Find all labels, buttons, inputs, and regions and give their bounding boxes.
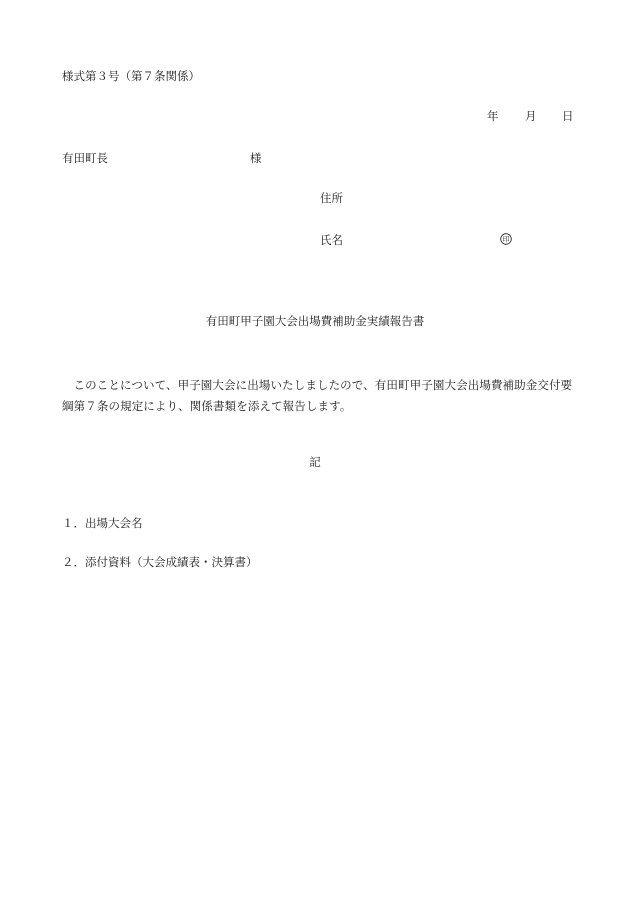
address-label: 住所 <box>320 191 343 205</box>
list-item: ２．添付資料（大会成績表・決算書） <box>62 555 258 569</box>
seal-icon <box>500 233 512 245</box>
list-item: １．出場大会名 <box>62 516 143 530</box>
seal-char: 印 <box>502 235 510 244</box>
name-label: 氏名 <box>320 233 343 247</box>
addressee-honorific: 様 <box>250 151 262 165</box>
ki-heading: 記 <box>309 455 321 469</box>
body-paragraph: このことについて、甲子園大会に出場いたしましたので、有田町甲子園大会出場費補助金交付要綱第７条の規定により、関係書類を添えて報告します。 <box>62 378 573 413</box>
addressee-name: 有田町長 <box>62 151 108 165</box>
date-day-label: 日 <box>562 109 574 123</box>
document-title: 有田町甲子園大会出場費補助金実績報告書 <box>205 314 425 328</box>
date-month-label: 月 <box>525 109 537 123</box>
form-number: 様式第３号（第７条関係） <box>62 69 200 83</box>
date-year-label: 年 <box>487 109 499 123</box>
